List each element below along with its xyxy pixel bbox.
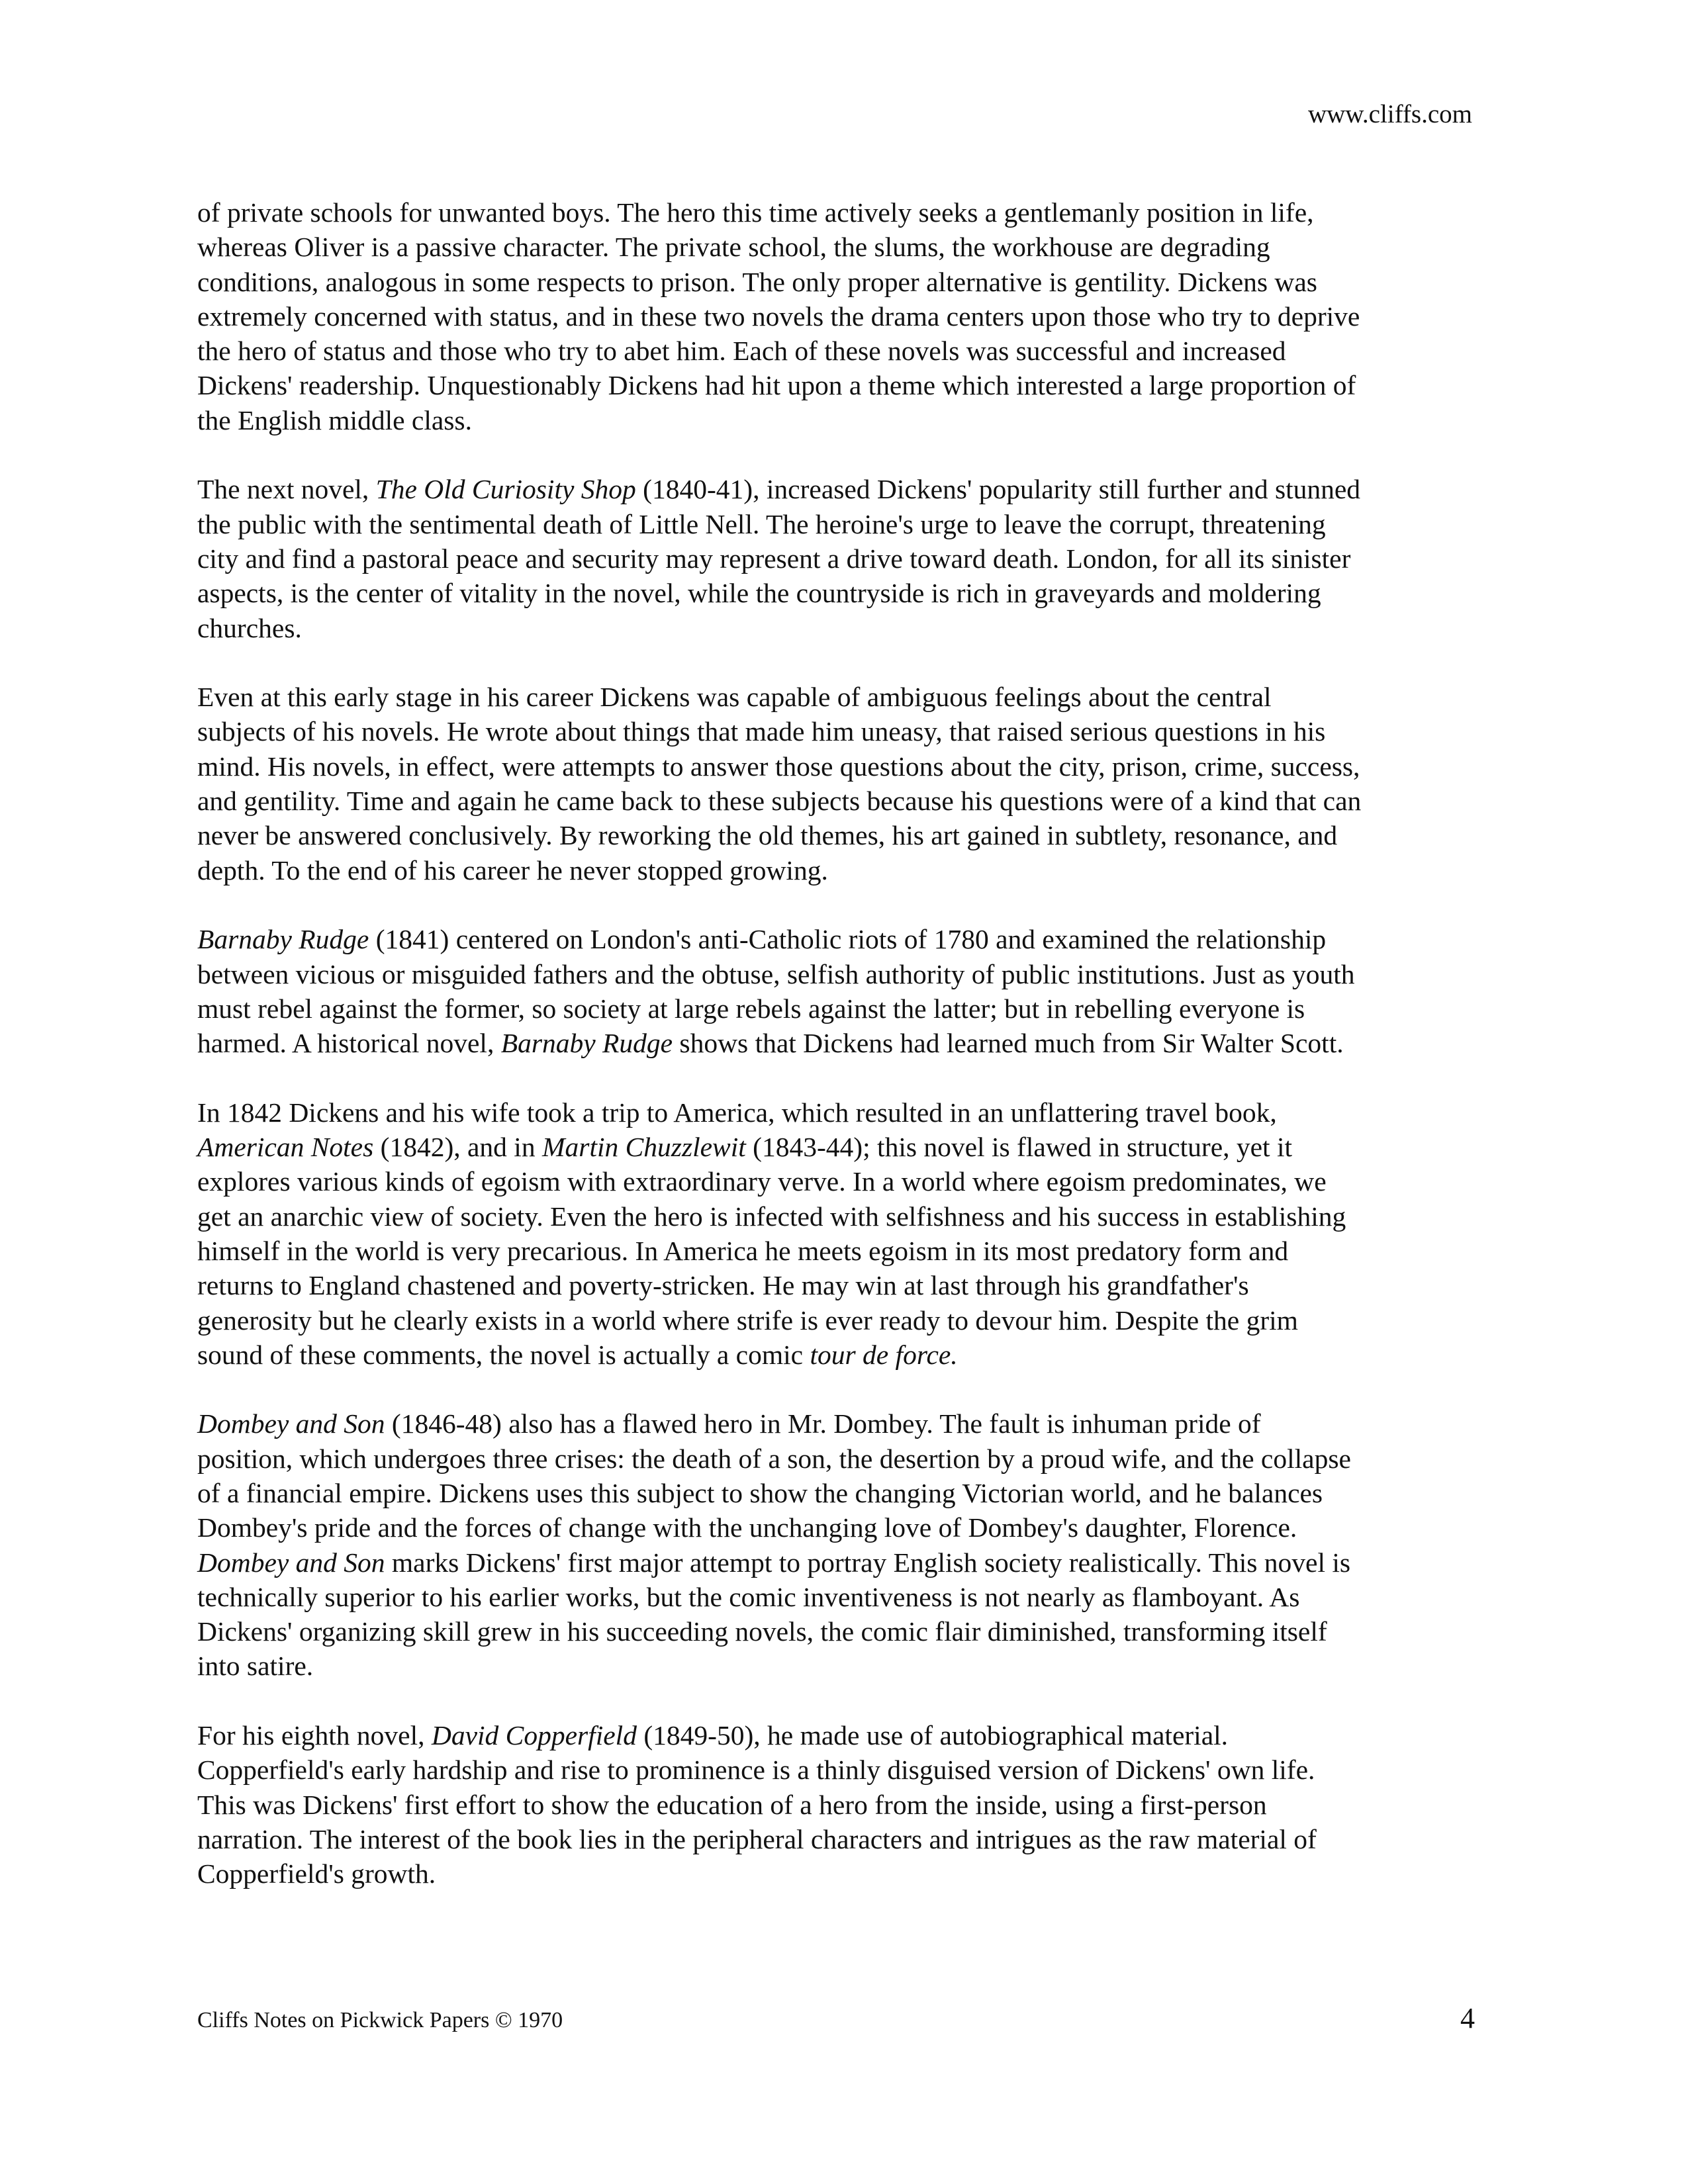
text-run: Copperfield's growth. bbox=[197, 1858, 436, 1889]
text-line bbox=[197, 818, 1508, 852]
text-run: himself in the world is very precarious. In America he meets egoism in its most predatory form and bbox=[197, 1235, 1289, 1266]
paragraph bbox=[197, 1095, 1508, 1372]
text-run: harmed. A historical novel, bbox=[197, 1028, 501, 1059]
text-run: The next novel, bbox=[197, 474, 376, 505]
text-line bbox=[197, 1545, 1508, 1580]
text-run: aspects, is the center of vitality in the novel, while the countryside is rich in graveyards and moldering bbox=[197, 578, 1321, 609]
text-run: mind. His novels, in effect, were attempts to answer those questions about the city, prison, crime, success, bbox=[197, 751, 1360, 782]
text-run: between vicious or misguided fathers and the obtuse, selfish authority of public institutions. Just as youth bbox=[197, 958, 1355, 989]
text-line bbox=[197, 195, 1508, 230]
text-run: must rebel against the former, so society at large rebels against the latter; but in rebelling everyone is bbox=[197, 993, 1305, 1024]
paragraph bbox=[197, 680, 1508, 887]
text-run: and gentility. Time and again he came back to these subjects because his questions were of a kind that can bbox=[197, 786, 1362, 817]
text-run: generosity but he clearly exists in a world where strife is ever ready to devour him. Despite the grim bbox=[197, 1304, 1298, 1336]
text-run: In 1842 Dickens and his wife took a trip to America, which resulted in an unflattering travel book, bbox=[197, 1097, 1277, 1128]
text-run: (1842), and in bbox=[373, 1132, 542, 1163]
text-line bbox=[197, 1614, 1508, 1649]
text-line bbox=[197, 334, 1508, 368]
text-line bbox=[197, 922, 1508, 956]
text-run: Copperfield's early hardship and rise to prominence is a thinly disguised version of Dickens' own life. bbox=[197, 1754, 1315, 1786]
text-line bbox=[197, 1822, 1508, 1856]
text-run: conditions, analogous in some respects to prison. The only proper alternative is gentility. Dickens was bbox=[197, 266, 1317, 297]
text-run: marks Dickens' first major attempt to portray English society realistically. This novel is bbox=[385, 1547, 1351, 1578]
text-line bbox=[197, 680, 1508, 714]
text-run: the hero of status and those who try to abet him. Each of these novels was successful and increased bbox=[197, 336, 1286, 367]
text-run: technically superior to his earlier works, but the comic inventiveness is not nearly as flamboyant. As bbox=[197, 1581, 1300, 1612]
text-run: (1840-41), increased Dickens' popularity still further and stunned bbox=[635, 474, 1361, 505]
text-line bbox=[197, 265, 1508, 299]
text-line bbox=[197, 1856, 1508, 1891]
text-line bbox=[197, 1026, 1508, 1060]
text-run: subjects of his novels. He wrote about things that made him uneasy, that raised serious questions in his bbox=[197, 716, 1326, 747]
text-line bbox=[197, 507, 1508, 541]
book-title: Barnaby Rudge bbox=[500, 1028, 673, 1059]
text-run: This was Dickens' first effort to show the education of a hero from the inside, using a first-person bbox=[197, 1789, 1267, 1820]
text-line bbox=[197, 1718, 1508, 1752]
text-line bbox=[197, 957, 1508, 991]
text-line bbox=[197, 299, 1508, 334]
text-line bbox=[197, 1406, 1508, 1441]
text-run: narration. The interest of the book lies in the peripheral characters and intrigues as the raw material of bbox=[197, 1823, 1317, 1854]
text-run: the public with the sentimental death of Little Nell. The heroine's urge to leave the corrupt, threatening bbox=[197, 508, 1326, 539]
text-run: into satire. bbox=[197, 1651, 314, 1682]
text-run: returns to England chastened and poverty-stricken. He may win at last through his grandfather's bbox=[197, 1270, 1249, 1301]
book-title: American Notes bbox=[197, 1132, 374, 1163]
text-run: Even at this early stage in his career Dickens was capable of ambiguous feelings about the central bbox=[197, 682, 1272, 713]
text-run: whereas Oliver is a passive character. The private school, the slums, the workhouse are degrading bbox=[197, 232, 1270, 263]
text-line bbox=[197, 230, 1508, 264]
text-line bbox=[197, 1234, 1508, 1268]
book-title: David Copperfield bbox=[431, 1720, 637, 1751]
text-run: For his eighth novel, bbox=[197, 1720, 432, 1751]
text-line bbox=[197, 1164, 1508, 1199]
text-run: depth. To the end of his career he never stopped growing. bbox=[197, 854, 828, 886]
text-run: (1846-48) also has a flawed hero in Mr. Dombey. The fault is inhuman pride of bbox=[385, 1408, 1261, 1439]
text-run: Dombey's pride and the forces of change with the unchanging love of Dombey's daughter, Florence. bbox=[197, 1512, 1297, 1543]
book-title: Dombey and Son bbox=[197, 1408, 385, 1439]
text-line bbox=[197, 1510, 1508, 1545]
text-line bbox=[197, 541, 1508, 576]
text-line bbox=[197, 1441, 1508, 1476]
text-line bbox=[197, 1752, 1508, 1787]
text-run: get an anarchic view of society. Even the hero is infected with selfishness and his success in establishing bbox=[197, 1201, 1346, 1232]
text-run: (1843-44); this novel is flawed in structure, yet it bbox=[745, 1132, 1293, 1163]
text-line bbox=[197, 1338, 1508, 1372]
footer-source: Cliffs Notes on Pickwick Papers © 1970 bbox=[197, 2008, 563, 2032]
text-line bbox=[197, 991, 1508, 1026]
text-run: of private schools for unwanted boys. The hero this time actively seeks a gentlemanly position in life, bbox=[197, 197, 1314, 228]
paragraph bbox=[197, 1406, 1508, 1683]
paragraph bbox=[197, 472, 1508, 645]
text-run: city and find a pastoral peace and security may represent a drive toward death. London, for all its sinister bbox=[197, 543, 1351, 574]
text-run: Dickens' readership. Unquestionably Dickens had hit upon a theme which interested a large proportion of bbox=[197, 370, 1356, 401]
text-line bbox=[197, 853, 1508, 887]
text-line bbox=[197, 784, 1508, 818]
text-line bbox=[197, 1580, 1508, 1614]
book-title: tour de force. bbox=[810, 1339, 958, 1370]
text-line bbox=[197, 1649, 1508, 1683]
paragraph bbox=[197, 195, 1508, 437]
book-title: The Old Curiosity Shop bbox=[375, 474, 636, 505]
book-title: Martin Chuzzlewit bbox=[541, 1132, 746, 1163]
text-line bbox=[197, 1788, 1508, 1822]
text-run: of a financial empire. Dickens uses this subject to show the changing Victorian world, and he balances bbox=[197, 1477, 1323, 1508]
header-url: www.cliffs.com bbox=[1307, 100, 1472, 128]
text-run: extremely concerned with status, and in these two novels the drama centers upon those who try to deprive bbox=[197, 300, 1360, 332]
text-line bbox=[197, 1476, 1508, 1510]
text-line bbox=[197, 1303, 1508, 1338]
text-run: never be answered conclusively. By reworking the old themes, his art gained in subtlety, resonance, and bbox=[197, 820, 1338, 851]
text-run: (1841) centered on London's anti-Catholic riots of 1780 and examined the relationship bbox=[369, 924, 1327, 955]
text-line bbox=[197, 1095, 1508, 1130]
text-run: explores various kinds of egoism with extraordinary verve. In a world where egoism predominates, we bbox=[197, 1166, 1327, 1197]
text-run: the English middle class. bbox=[197, 404, 472, 435]
text-run: position, which undergoes three crises: the death of a son, the desertion by a proud wife, and the collapse bbox=[197, 1443, 1351, 1474]
text-line bbox=[197, 749, 1508, 784]
text-line bbox=[197, 1199, 1508, 1234]
paragraph bbox=[197, 922, 1508, 1060]
text-line bbox=[197, 403, 1508, 437]
body-text bbox=[197, 195, 1508, 1926]
paragraph bbox=[197, 1718, 1508, 1891]
text-line bbox=[197, 576, 1508, 610]
text-line bbox=[197, 1130, 1508, 1164]
text-line bbox=[197, 714, 1508, 749]
text-run: churches. bbox=[197, 612, 302, 643]
text-line bbox=[197, 472, 1508, 506]
text-run: sound of these comments, the novel is actually a comic bbox=[197, 1339, 810, 1370]
text-run: (1849-50), he made use of autobiographical material. bbox=[636, 1720, 1229, 1751]
book-title: Dombey and Son bbox=[197, 1547, 385, 1578]
text-run: Dickens' organizing skill grew in his succeeding novels, the comic flair diminished, transforming itself bbox=[197, 1616, 1327, 1647]
text-line bbox=[197, 1268, 1508, 1302]
text-line bbox=[197, 611, 1508, 645]
page-number: 4 bbox=[1460, 2002, 1475, 2034]
book-title: Barnaby Rudge bbox=[197, 924, 369, 955]
text-line bbox=[197, 368, 1508, 402]
text-run: shows that Dickens had learned much from Sir Walter Scott. bbox=[673, 1028, 1344, 1059]
